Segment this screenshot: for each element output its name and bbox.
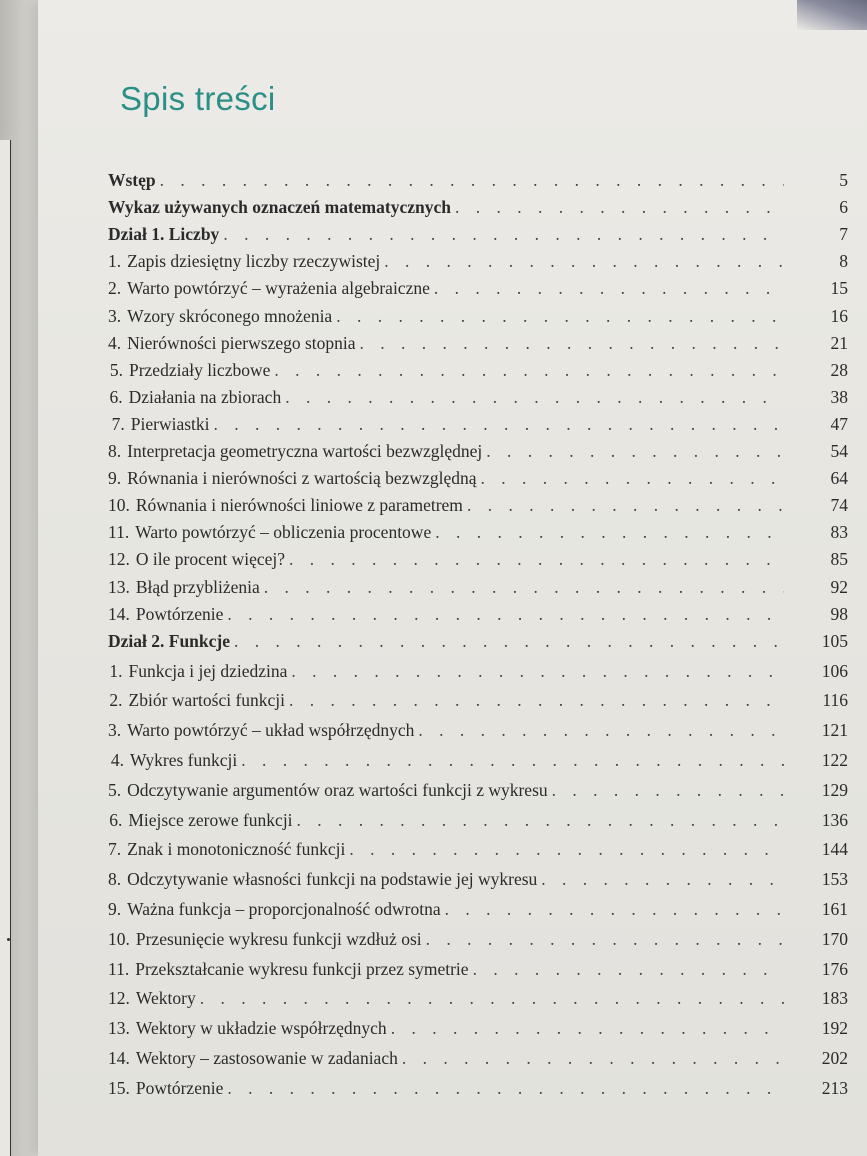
toc-entry-number: 14. xyxy=(108,603,130,624)
toc-entry xyxy=(108,577,848,598)
toc-page-number: 38 xyxy=(830,386,848,407)
toc-entry xyxy=(108,251,848,272)
toc-entry-number: 9. xyxy=(108,898,122,919)
dot-leader xyxy=(384,251,784,272)
toc-entry-label: Warto powtórzyć – układ współrzędnych xyxy=(127,720,415,741)
toc-section-heading xyxy=(108,631,848,652)
page-title: Spis treści xyxy=(120,80,276,117)
toc-entry-number: 13. xyxy=(108,576,130,597)
dot-leader xyxy=(291,661,784,682)
toc-entry-label: Dział 1. Liczby xyxy=(108,224,220,245)
toc-entry xyxy=(108,414,848,435)
toc-entry-number: 3. xyxy=(108,305,122,326)
toc-entry xyxy=(108,780,848,801)
dot-leader xyxy=(473,959,784,980)
dot-leader xyxy=(297,810,784,831)
dot-leader xyxy=(486,441,784,462)
ink-speck xyxy=(7,938,10,941)
toc-entry-label: Równania i nierówności z wartością bezwzględną xyxy=(127,468,477,489)
dot-leader xyxy=(481,468,784,489)
toc-entry xyxy=(108,661,848,682)
toc-entry xyxy=(108,468,848,489)
toc-entry xyxy=(108,549,848,570)
toc-entry-label: Przekształcanie wykresu funkcji przez symetrie xyxy=(135,958,469,979)
toc-entry-label: Zapis dziesiętny liczby rzeczywistej xyxy=(127,251,381,272)
toc-entry-number: 6. xyxy=(109,809,123,830)
dot-leader xyxy=(227,604,784,625)
toc-entry xyxy=(108,387,848,408)
toc-entry-label: Działania na zbiorach xyxy=(128,386,282,407)
dot-leader xyxy=(349,839,784,860)
toc-entry-label: Wektory xyxy=(135,988,196,1009)
toc-entry-label: Przesunięcie wykresu funkcji wzdłuż osi xyxy=(135,928,422,949)
toc-entry xyxy=(108,720,848,741)
toc-entry-number: 10. xyxy=(108,495,130,516)
dot-leader xyxy=(435,522,784,543)
dot-leader xyxy=(289,690,784,711)
toc-page-number: 129 xyxy=(821,779,848,800)
toc-section-heading xyxy=(108,197,848,218)
toc-entry-number: 13. xyxy=(108,1018,130,1039)
toc-entry-label: Wstęp xyxy=(108,170,156,190)
toc-entry xyxy=(108,839,848,860)
toc-section-heading xyxy=(108,170,848,191)
dot-leader xyxy=(541,869,784,890)
dot-leader xyxy=(214,414,785,435)
toc-entry xyxy=(108,988,848,1009)
toc-entry-number: 9. xyxy=(108,468,122,489)
toc-page-number: 54 xyxy=(830,441,848,461)
toc-page-number: 170 xyxy=(821,928,848,949)
toc-page-number: 213 xyxy=(821,1077,848,1098)
toc-entry xyxy=(108,360,848,381)
toc-entry-number: 1. xyxy=(108,251,122,272)
dot-leader xyxy=(223,224,784,245)
dot-leader xyxy=(402,1048,784,1069)
toc-page-number: 192 xyxy=(821,1018,848,1039)
toc-entry-label: Wykres funkcji xyxy=(129,749,238,770)
dot-leader xyxy=(391,1018,784,1039)
toc-entry-number: 10. xyxy=(108,928,130,949)
dot-leader xyxy=(264,577,784,598)
page-corner-shadow xyxy=(797,0,867,30)
dot-leader xyxy=(426,929,784,950)
toc-entry-number: 2. xyxy=(109,690,123,711)
dot-leader xyxy=(227,1078,784,1099)
toc-page-number: 85 xyxy=(830,549,848,570)
toc-page-number: 47 xyxy=(830,413,848,434)
toc-entry-number: 7. xyxy=(108,839,122,860)
toc-page-number: 7 xyxy=(839,224,848,245)
toc-entry-label: Wektory w układzie współrzędnych xyxy=(135,1018,387,1039)
dot-leader xyxy=(289,549,784,570)
toc-entry-number: 2. xyxy=(108,278,122,299)
adjacent-page-edge xyxy=(0,140,11,1156)
toc-page-number: 176 xyxy=(821,958,848,979)
dot-leader xyxy=(455,197,784,218)
toc-entry-label: Odczytywanie własności funkcji na podstawie jej wykresu xyxy=(127,869,538,890)
toc-page-number: 28 xyxy=(830,359,848,380)
toc-entry-label: Znak i monotoniczność funkcji xyxy=(127,839,346,860)
toc-entry-number: 11. xyxy=(108,522,130,543)
toc-page-number: 21 xyxy=(830,332,848,353)
toc-entry-label: Ważna funkcja – proporcjonalność odwrotna xyxy=(127,898,441,919)
toc-entry-number: 1. xyxy=(109,660,123,681)
dot-leader xyxy=(234,631,784,652)
dot-leader xyxy=(285,387,784,408)
toc-entry xyxy=(108,604,848,625)
toc-entry xyxy=(108,306,848,327)
toc-entry-number: 8. xyxy=(108,869,122,890)
toc-entry-number: 15. xyxy=(108,1077,130,1098)
toc-entry xyxy=(108,690,848,711)
toc-entry-label: Powtórzenie xyxy=(135,1077,224,1098)
toc-page-number: 105 xyxy=(821,630,848,651)
toc-page-number: 202 xyxy=(821,1047,848,1068)
toc-entry xyxy=(108,1048,848,1069)
toc-entry-number: 11. xyxy=(108,958,130,979)
toc-entry-label: O ile procent więcej? xyxy=(135,549,286,570)
toc-entry-number: 6. xyxy=(109,386,123,407)
toc-page-number: 136 xyxy=(821,809,848,830)
toc-page-number: 116 xyxy=(822,690,848,711)
toc-entry-label: Wektory – zastosowanie w zadaniach xyxy=(135,1047,398,1068)
toc-entry-number: 8. xyxy=(108,441,122,461)
toc-entry-number: 12. xyxy=(108,988,130,1009)
toc-page-number: 16 xyxy=(830,305,848,326)
toc-entry xyxy=(108,750,848,771)
toc-entry xyxy=(108,495,848,516)
toc-entry xyxy=(108,333,848,354)
toc-entry xyxy=(108,959,848,980)
dot-leader xyxy=(200,988,784,1009)
dot-leader xyxy=(552,780,784,801)
toc-entry xyxy=(108,278,848,299)
toc-page-number: 15 xyxy=(830,278,848,299)
toc-entry-label: Interpretacja geometryczna wartości bezwzględnej xyxy=(127,441,483,461)
toc-entry-number: 12. xyxy=(108,549,130,570)
toc-entry-label: Nierówności pierwszego stopnia xyxy=(127,332,356,353)
toc-page-number: 121 xyxy=(821,720,848,741)
toc-entry-label: Równania i nierówności liniowe z parametrem xyxy=(135,495,463,516)
toc-page-number: 83 xyxy=(830,522,848,543)
book-page xyxy=(38,0,867,1156)
dot-leader xyxy=(418,720,784,741)
toc-page-number: 5 xyxy=(839,170,848,190)
toc-page-number: 161 xyxy=(821,898,848,919)
toc-section-heading xyxy=(108,224,848,245)
toc-entry xyxy=(108,869,848,890)
toc-entry-number: 5. xyxy=(109,359,123,380)
toc-page-number: 8 xyxy=(839,251,848,272)
toc-entry xyxy=(108,1018,848,1039)
toc-entry-label: Wykaz używanych oznaczeń matematycznych xyxy=(108,197,451,218)
toc-entry xyxy=(108,441,848,462)
dot-leader xyxy=(160,170,784,191)
dot-leader xyxy=(336,306,784,327)
toc-entry-label: Warto powtórzyć – wyrażenia algebraiczne xyxy=(127,278,430,299)
toc-page-number: 144 xyxy=(821,839,848,860)
dot-leader xyxy=(241,750,784,771)
toc-page-number: 122 xyxy=(821,749,848,770)
toc-entry-label: Warto powtórzyć – obliczenia procentowe xyxy=(135,522,432,543)
toc-entry-number: 3. xyxy=(108,720,122,741)
toc-entry-label: Funkcja i jej dziedzina xyxy=(128,660,288,681)
dot-leader xyxy=(434,278,784,299)
toc-entry-label: Zbiór wartości funkcji xyxy=(128,690,286,711)
toc-entry xyxy=(108,810,848,831)
toc-entry xyxy=(108,1078,848,1099)
dot-leader xyxy=(274,360,784,381)
dot-leader xyxy=(360,333,784,354)
toc-entry-label: Powtórzenie xyxy=(135,603,224,624)
toc-page-number: 153 xyxy=(821,869,848,890)
toc-page-number: 183 xyxy=(821,988,848,1009)
toc-entry-number: 7. xyxy=(111,413,125,434)
toc-entry xyxy=(108,522,848,543)
toc-page-number: 92 xyxy=(830,576,848,597)
dot-leader xyxy=(467,495,784,516)
toc-entry-label: Błąd przybliżenia xyxy=(135,576,260,597)
toc-entry xyxy=(108,899,848,920)
toc-entry-number: 4. xyxy=(108,332,122,353)
toc-page-number: 74 xyxy=(830,495,848,516)
toc-entry-label: Miejsce zerowe funkcji xyxy=(128,809,293,830)
toc-entry-label: Wzory skróconego mnożenia xyxy=(127,305,333,326)
toc-entry-number: 14. xyxy=(108,1047,130,1068)
toc-entry-label: Dział 2. Funkcje xyxy=(108,630,231,651)
toc-page-number: 98 xyxy=(830,603,848,624)
toc-entry-number: 4. xyxy=(110,749,124,770)
toc-entry-number: 5. xyxy=(108,779,122,800)
toc-page-number: 6 xyxy=(839,197,848,218)
toc-entry-label: Pierwiastki xyxy=(130,413,210,434)
toc-entry xyxy=(108,929,848,950)
dot-leader xyxy=(445,899,784,920)
toc-entry-label: Przedziały liczbowe xyxy=(128,359,271,380)
toc-page-number: 64 xyxy=(830,468,848,489)
toc-entry-label: Odczytywanie argumentów oraz wartości funkcji z wykresu xyxy=(127,779,548,800)
toc-page-number: 106 xyxy=(821,660,848,681)
